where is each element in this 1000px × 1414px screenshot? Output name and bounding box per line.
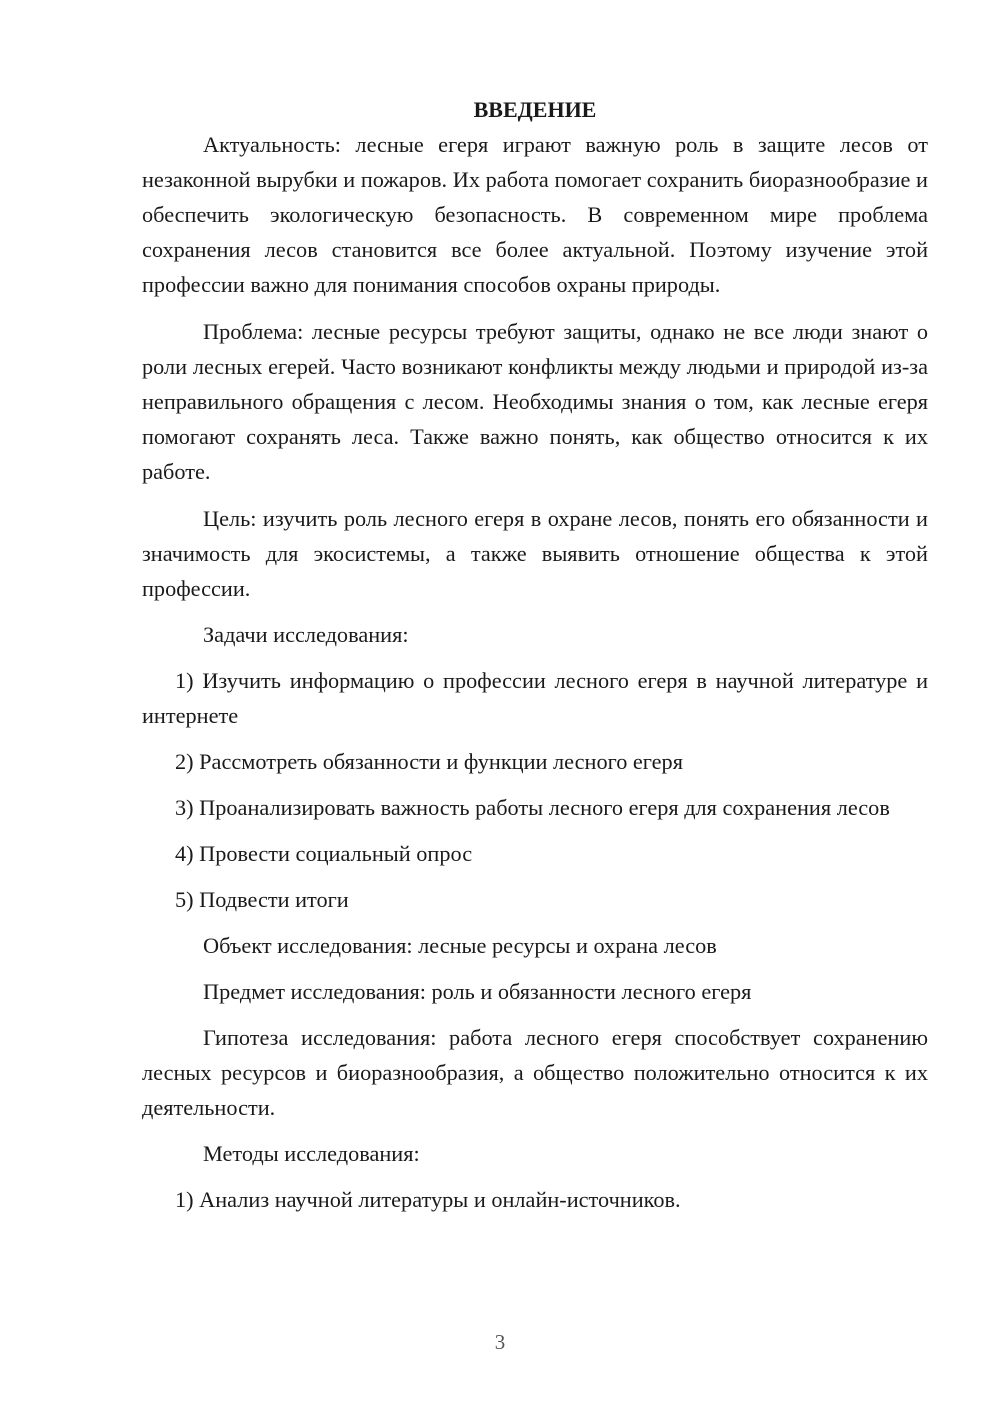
section-title: ВВЕДЕНИЕ bbox=[473, 97, 597, 122]
task-item-5: 5) Подвести итоги bbox=[175, 887, 349, 912]
task-item-1: 1) Изучить информацию о профессии лесного егеря в научной литературе и интернете bbox=[142, 668, 928, 728]
paragraph-relevance: Актуальность: лесные егеря играют важную роль в защите лесов от незаконной вырубки и пожаров. Их работа помогает сохранить биоразнообразие и обеспечить экологическую безопасность. В современном мире проблема сохранения лесов становится все более актуальной. Поэтому изучение этой профессии важно для понимания способов охраны природы. bbox=[142, 132, 928, 297]
document-page bbox=[142, 92, 928, 1228]
task-item-2: 2) Рассмотреть обязанности и функции лесного егеря bbox=[175, 749, 683, 774]
paragraph-problem: Проблема: лесные ресурсы требуют защиты, однако не все люди знают о роли лесных егерей. Часто возникают конфликты между людьми и природой из-за неправильного обращения с лесом. Необходимы знания о том, как лесные егеря помогают сохранять леса. Также важно понять, как общество относится к их работе. bbox=[142, 319, 928, 484]
paragraph-hypothesis: Гипотеза исследования: работа лесного егеря способствует сохранению лесных ресурсов и биоразнообразия, а общество положительно относится к их деятельности. bbox=[142, 1025, 928, 1120]
paragraph-subject: Предмет исследования: роль и обязанности лесного егеря bbox=[203, 979, 752, 1004]
page-number: 3 bbox=[494, 1330, 506, 1354]
tasks-heading: Задачи исследования: bbox=[203, 622, 409, 647]
method-item-1: 1) Анализ научной литературы и онлайн-источников. bbox=[175, 1187, 681, 1212]
paragraph-object: Объект исследования: лесные ресурсы и охрана лесов bbox=[203, 933, 717, 958]
task-item-4: 4) Провести социальный опрос bbox=[175, 841, 473, 866]
methods-heading: Методы исследования: bbox=[203, 1141, 420, 1166]
paragraph-goal: Цель: изучить роль лесного егеря в охране лесов, понять его обязанности и значимость для экосистемы, а также выявить отношение общества к этой профессии. bbox=[142, 506, 928, 601]
task-item-3: 3) Проанализировать важность работы лесного егеря для сохранения лесов bbox=[175, 795, 890, 820]
